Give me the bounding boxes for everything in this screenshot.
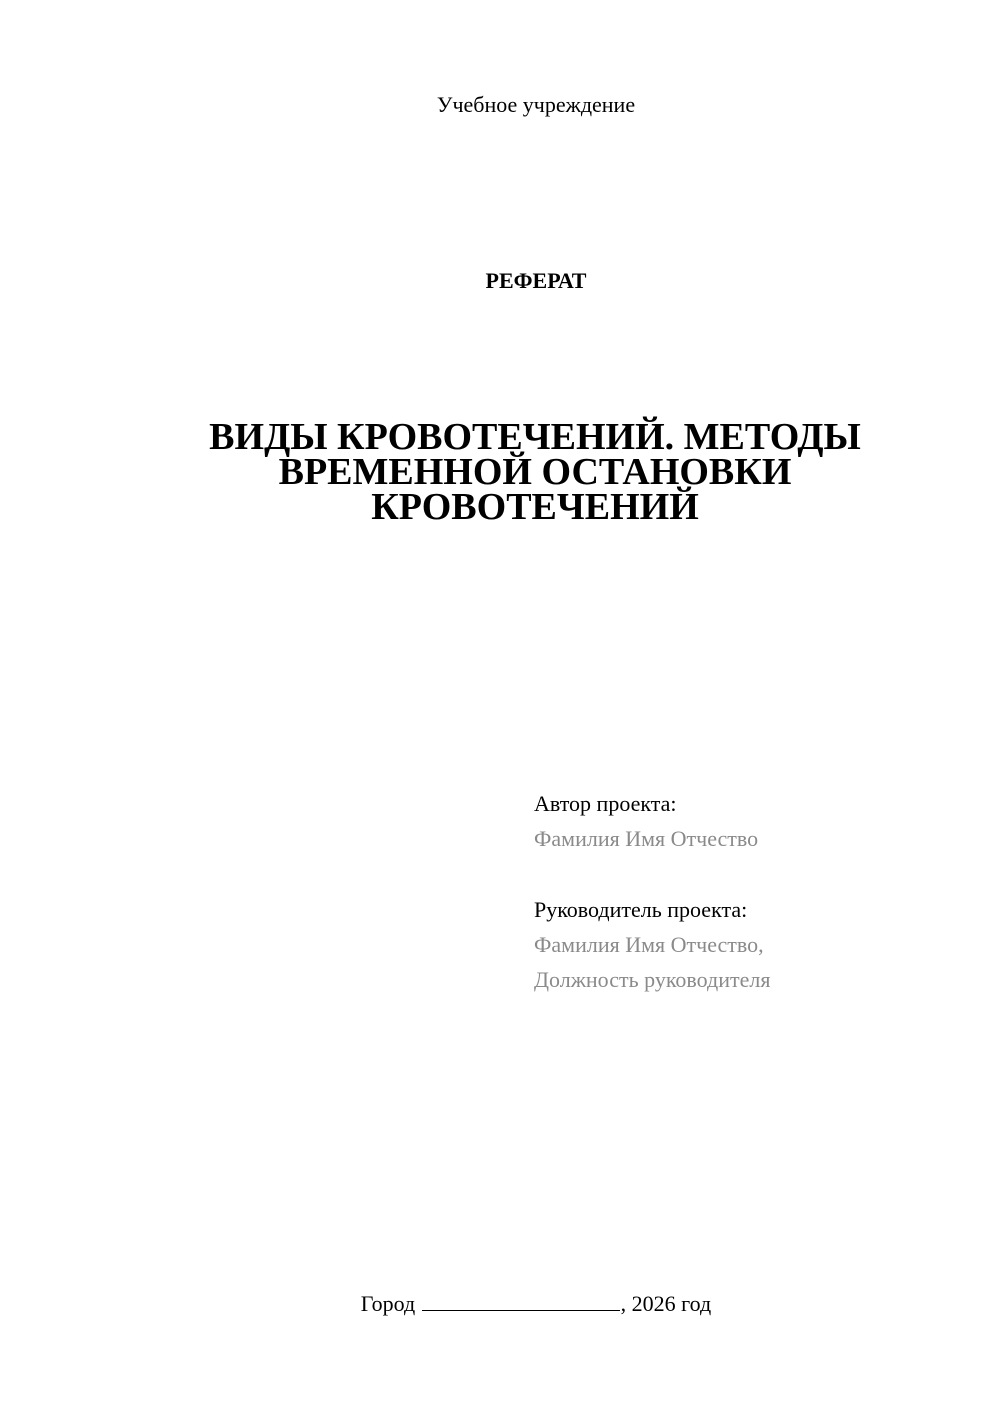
title-line: ВИДЫ КРОВОТЕЧЕНИЙ. МЕТОДЫ [209,416,861,458]
spacer [534,856,770,892]
author-name: Фамилия Имя Отчество [534,826,759,851]
document-type: РЕФЕРАТ [485,268,587,293]
city-blank-line [422,1290,620,1311]
supervisor-position: Должность руководителя [534,967,771,992]
title-line: КРОВОТЕЧЕНИЙ [371,486,699,528]
title-line: ВРЕМЕННОЙ ОСТАНОВКИ [278,451,792,493]
document-title [170,416,900,528]
city-label: Город [360,1291,416,1316]
credits-block [534,786,770,997]
supervisor-label: Руководитель проекта: [534,897,748,922]
year-text: , 2026 год [620,1291,712,1316]
author-label: Автор проекта: [534,791,677,816]
supervisor-name: Фамилия Имя Отчество, [534,932,764,957]
institution-name: Учебное учреждение [436,92,636,117]
city-year-line [0,1290,1000,1317]
